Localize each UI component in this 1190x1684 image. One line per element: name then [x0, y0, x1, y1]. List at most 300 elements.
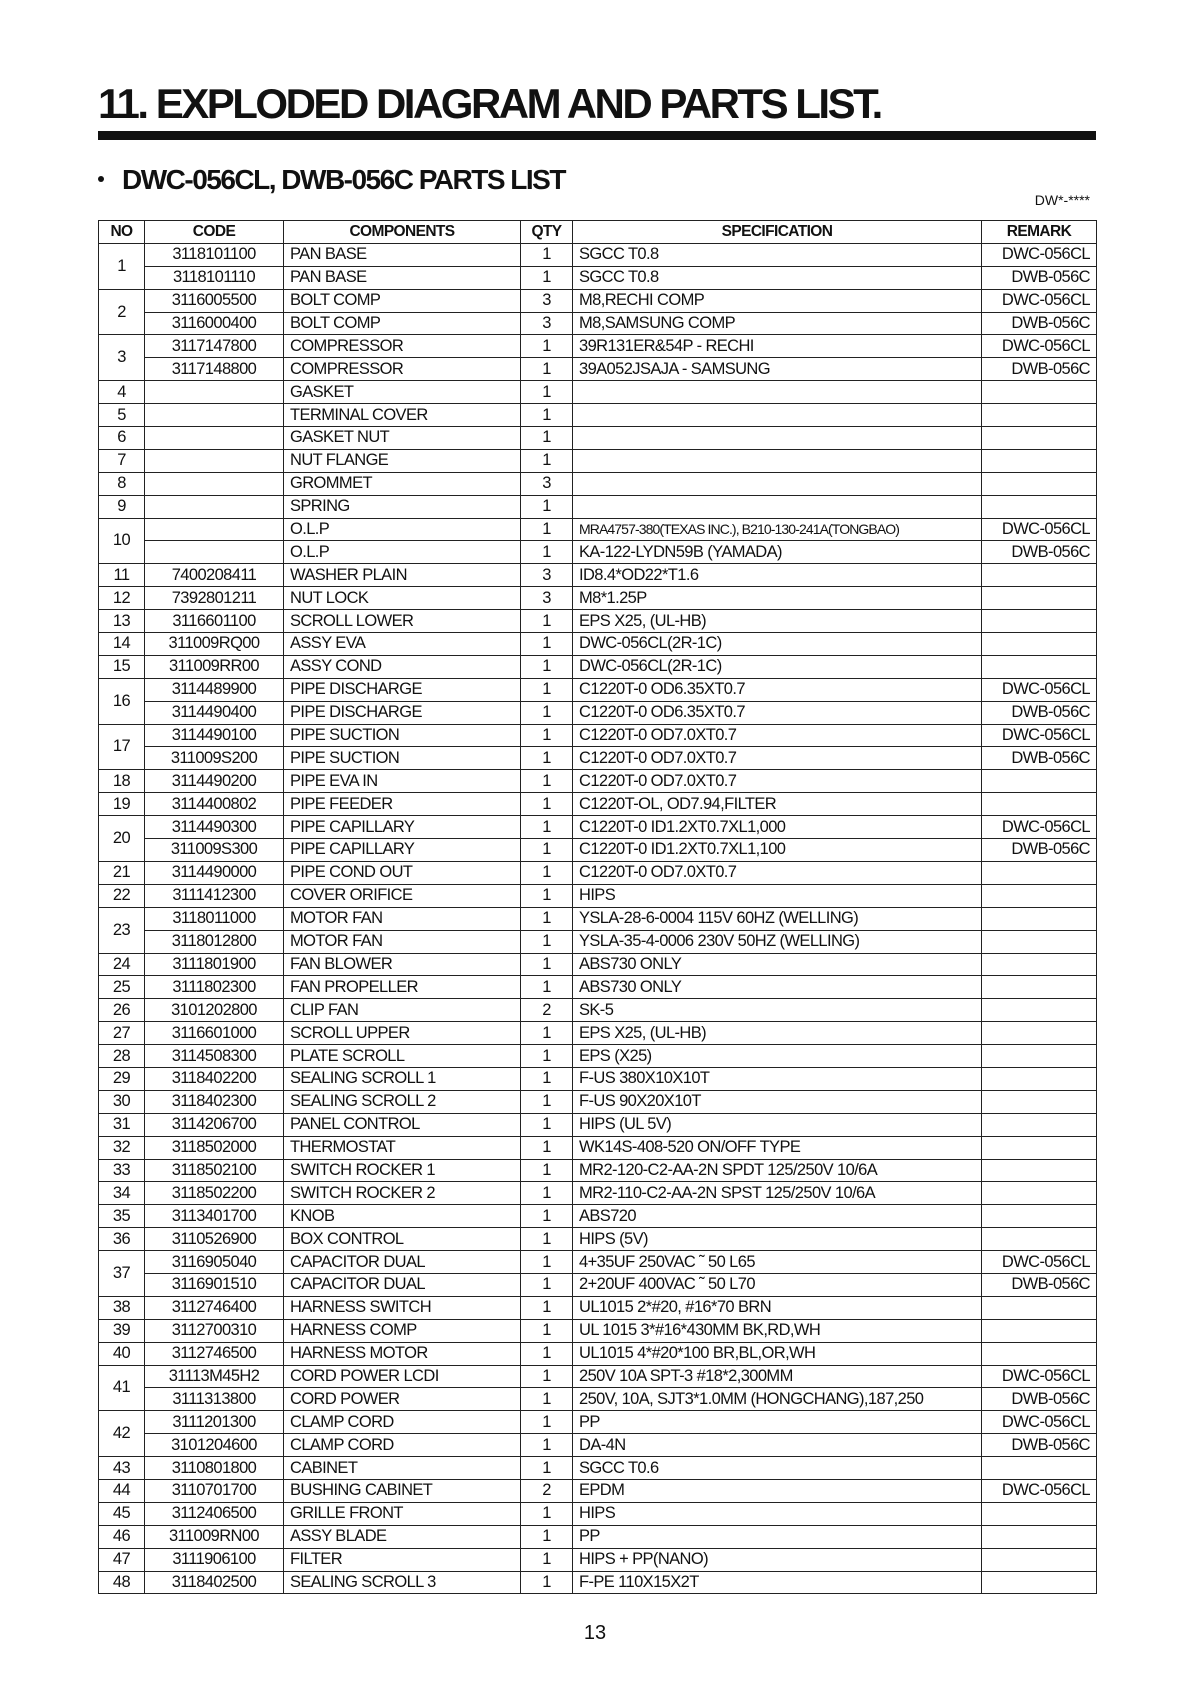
table-row — [99, 1205, 1097, 1228]
component-cell: KNOB — [284, 1205, 521, 1228]
component-cell: SPRING — [284, 495, 521, 518]
parts-table-body — [99, 243, 1097, 1594]
remark-cell — [982, 564, 1097, 587]
component-cell: SCROLL LOWER — [284, 610, 521, 633]
qty-cell: 3 — [521, 312, 573, 335]
no-cell: 22 — [99, 884, 145, 907]
qty-cell: 1 — [521, 930, 573, 953]
header-remark: REMARK — [982, 221, 1097, 244]
table-row — [99, 1502, 1097, 1525]
qty-cell: 1 — [521, 1457, 573, 1480]
section-title-text: DWC-056CL, DWB-056C PARTS LIST — [122, 164, 565, 195]
no-cell: 3 — [99, 335, 145, 381]
no-cell: 24 — [99, 953, 145, 976]
qty-cell: 1 — [521, 266, 573, 289]
remark-cell: DWC-056CL — [982, 678, 1097, 701]
qty-cell: 1 — [521, 610, 573, 633]
remark-cell — [982, 1228, 1097, 1251]
remark-cell: DWB-056C — [982, 747, 1097, 770]
table-row — [99, 1045, 1097, 1068]
component-cell: MOTOR FAN — [284, 930, 521, 953]
qty-cell: 2 — [521, 1479, 573, 1502]
code-cell: 3112700310 — [145, 1319, 284, 1342]
component-cell: COMPRESSOR — [284, 335, 521, 358]
specification-cell: HIPS + PP(NANO) — [573, 1548, 982, 1571]
table-row — [99, 701, 1097, 724]
specification-cell: WK14S-408-520 ON/OFF TYPE — [573, 1136, 982, 1159]
code-cell: 3118011000 — [145, 907, 284, 930]
qty-cell: 1 — [521, 1525, 573, 1548]
specification-cell: MR2-110-C2-AA-2N SPST 125/250V 10/6A — [573, 1182, 982, 1205]
qty-cell: 1 — [521, 381, 573, 404]
remark-cell — [982, 1045, 1097, 1068]
table-row — [99, 289, 1097, 312]
remark-cell — [982, 1296, 1097, 1319]
no-cell: 43 — [99, 1457, 145, 1480]
qty-cell: 1 — [521, 1319, 573, 1342]
remark-cell — [982, 1205, 1097, 1228]
no-cell: 14 — [99, 633, 145, 656]
qty-cell: 1 — [521, 1045, 573, 1068]
code-cell: 311009S200 — [145, 747, 284, 770]
table-row — [99, 472, 1097, 495]
specification-cell: F-US 90X20X10T — [573, 1090, 982, 1113]
qty-cell: 1 — [521, 1434, 573, 1457]
bullet-icon — [98, 176, 104, 182]
component-cell: GASKET — [284, 381, 521, 404]
code-cell: 3114490000 — [145, 861, 284, 884]
code-cell: 3110701700 — [145, 1479, 284, 1502]
remark-cell: DWB-056C — [982, 312, 1097, 335]
component-cell: NUT FLANGE — [284, 449, 521, 472]
component-cell: SCROLL UPPER — [284, 1022, 521, 1045]
table-row — [99, 633, 1097, 656]
no-cell: 21 — [99, 861, 145, 884]
table-row — [99, 541, 1097, 564]
specification-cell — [573, 495, 982, 518]
specification-cell: SGCC T0.8 — [573, 243, 982, 266]
remark-cell — [982, 1090, 1097, 1113]
component-cell: SWITCH ROCKER 2 — [284, 1182, 521, 1205]
remark-cell: DWC-056CL — [982, 816, 1097, 839]
qty-cell: 1 — [521, 953, 573, 976]
code-cell: 3112746500 — [145, 1342, 284, 1365]
qty-cell: 1 — [521, 1205, 573, 1228]
code-cell: 3116000400 — [145, 312, 284, 335]
table-row — [99, 976, 1097, 999]
component-cell: CLAMP CORD — [284, 1411, 521, 1434]
remark-cell — [982, 449, 1097, 472]
specification-cell: C1220T-0 OD6.35XT0.7 — [573, 678, 982, 701]
no-cell: 36 — [99, 1228, 145, 1251]
specification-cell: DA-4N — [573, 1434, 982, 1457]
no-cell: 42 — [99, 1411, 145, 1457]
code-cell: 3114489900 — [145, 678, 284, 701]
component-cell: PIPE CAPILLARY — [284, 839, 521, 862]
qty-cell: 1 — [521, 1571, 573, 1594]
no-cell: 1 — [99, 243, 145, 289]
code-cell: 3111802300 — [145, 976, 284, 999]
specification-cell: C1220T-0 ID1.2XT0.7XL1,000 — [573, 816, 982, 839]
table-row — [99, 1228, 1097, 1251]
qty-cell: 1 — [521, 1548, 573, 1571]
remark-cell — [982, 1525, 1097, 1548]
specification-cell: ID8.4*OD22*T1.6 — [573, 564, 982, 587]
code-cell: 3118402500 — [145, 1571, 284, 1594]
remark-cell — [982, 1457, 1097, 1480]
table-row — [99, 266, 1097, 289]
table-row — [99, 861, 1097, 884]
qty-cell: 1 — [521, 335, 573, 358]
specification-cell: HIPS — [573, 1502, 982, 1525]
specification-cell: EPDM — [573, 1479, 982, 1502]
qty-cell: 1 — [521, 1136, 573, 1159]
no-cell: 25 — [99, 976, 145, 999]
table-row — [99, 930, 1097, 953]
remark-cell: DWC-056CL — [982, 1479, 1097, 1502]
remark-cell — [982, 1022, 1097, 1045]
qty-cell: 1 — [521, 541, 573, 564]
specification-cell: C1220T-0 OD6.35XT0.7 — [573, 701, 982, 724]
table-row — [99, 1525, 1097, 1548]
component-cell: ASSY BLADE — [284, 1525, 521, 1548]
table-row — [99, 1479, 1097, 1502]
component-cell: PAN BASE — [284, 266, 521, 289]
remark-cell — [982, 472, 1097, 495]
code-cell: 3114206700 — [145, 1113, 284, 1136]
qty-cell: 1 — [521, 678, 573, 701]
component-cell: GRILLE FRONT — [284, 1502, 521, 1525]
component-cell: HARNESS SWITCH — [284, 1296, 521, 1319]
component-cell: HARNESS COMP — [284, 1319, 521, 1342]
qty-cell: 1 — [521, 747, 573, 770]
no-cell: 41 — [99, 1365, 145, 1411]
code-cell: 3118402300 — [145, 1090, 284, 1113]
code-cell: 3118502200 — [145, 1182, 284, 1205]
component-cell: GASKET NUT — [284, 427, 521, 450]
component-cell: ASSY EVA — [284, 633, 521, 656]
qty-cell: 1 — [521, 907, 573, 930]
specification-cell: C1220T-OL, OD7.94,FILTER — [573, 793, 982, 816]
component-cell: PLATE SCROLL — [284, 1045, 521, 1068]
no-cell: 8 — [99, 472, 145, 495]
qty-cell: 1 — [521, 1228, 573, 1251]
component-cell: FAN BLOWER — [284, 953, 521, 976]
table-row — [99, 427, 1097, 450]
qty-cell: 1 — [521, 1365, 573, 1388]
qty-cell: 1 — [521, 1159, 573, 1182]
component-cell: BOX CONTROL — [284, 1228, 521, 1251]
no-cell: 47 — [99, 1548, 145, 1571]
remark-cell — [982, 770, 1097, 793]
code-cell: 311009S300 — [145, 839, 284, 862]
no-cell: 37 — [99, 1251, 145, 1297]
qty-cell: 1 — [521, 243, 573, 266]
component-cell: FILTER — [284, 1548, 521, 1571]
component-cell: PIPE CAPILLARY — [284, 816, 521, 839]
qty-cell: 1 — [521, 861, 573, 884]
no-cell: 31 — [99, 1113, 145, 1136]
header-components: COMPONENTS — [284, 221, 521, 244]
qty-cell: 1 — [521, 724, 573, 747]
table-row — [99, 1067, 1097, 1090]
code-cell — [145, 449, 284, 472]
code-cell: 3116601000 — [145, 1022, 284, 1045]
code-cell: 3111801900 — [145, 953, 284, 976]
qty-cell: 1 — [521, 1342, 573, 1365]
specification-cell — [573, 381, 982, 404]
component-cell: CORD POWER LCDI — [284, 1365, 521, 1388]
no-cell: 35 — [99, 1205, 145, 1228]
table-row — [99, 793, 1097, 816]
page-number: 13 — [583, 1622, 607, 1644]
table-row — [99, 312, 1097, 335]
specification-cell: M8*1.25P — [573, 587, 982, 610]
specification-cell: M8,SAMSUNG COMP — [573, 312, 982, 335]
code-cell: 3116005500 — [145, 289, 284, 312]
component-cell: O.L.P — [284, 541, 521, 564]
remark-cell — [982, 587, 1097, 610]
qty-cell: 1 — [521, 1022, 573, 1045]
code-cell: 3111313800 — [145, 1388, 284, 1411]
table-row — [99, 381, 1097, 404]
code-cell: 3114508300 — [145, 1045, 284, 1068]
qty-cell: 2 — [521, 999, 573, 1022]
header-code: CODE — [145, 221, 284, 244]
specification-cell: SGCC T0.6 — [573, 1457, 982, 1480]
no-cell: 12 — [99, 587, 145, 610]
qty-cell: 1 — [521, 1113, 573, 1136]
remark-cell — [982, 1548, 1097, 1571]
component-cell: COMPRESSOR — [284, 358, 521, 381]
table-row — [99, 884, 1097, 907]
remark-cell — [982, 884, 1097, 907]
qty-cell: 1 — [521, 495, 573, 518]
qty-cell: 1 — [521, 1411, 573, 1434]
remark-cell — [982, 907, 1097, 930]
qty-cell: 1 — [521, 427, 573, 450]
no-cell: 2 — [99, 289, 145, 335]
no-cell: 46 — [99, 1525, 145, 1548]
no-cell: 27 — [99, 1022, 145, 1045]
remark-cell — [982, 953, 1097, 976]
component-cell: BUSHING CABINET — [284, 1479, 521, 1502]
page-title: 11. EXPLODED DIAGRAM AND PARTS LIST. — [98, 80, 881, 127]
specification-cell: PP — [573, 1525, 982, 1548]
code-cell: 3118012800 — [145, 930, 284, 953]
remark-cell — [982, 1342, 1097, 1365]
qty-cell: 1 — [521, 1182, 573, 1205]
qty-cell: 1 — [521, 518, 573, 541]
remark-cell: DWB-056C — [982, 1273, 1097, 1296]
qty-cell: 1 — [521, 1388, 573, 1411]
code-cell: 3114400802 — [145, 793, 284, 816]
specification-cell — [573, 449, 982, 472]
remark-cell: DWC-056CL — [982, 724, 1097, 747]
component-cell: SEALING SCROLL 2 — [284, 1090, 521, 1113]
remark-cell — [982, 1159, 1097, 1182]
remark-cell: DWB-056C — [982, 839, 1097, 862]
specification-cell: HIPS (UL 5V) — [573, 1113, 982, 1136]
table-row — [99, 655, 1097, 678]
qty-cell: 3 — [521, 289, 573, 312]
component-cell: FAN PROPELLER — [284, 976, 521, 999]
code-cell: 3116905040 — [145, 1251, 284, 1274]
specification-cell — [573, 427, 982, 450]
specification-cell: C1220T-0 OD7.0XT0.7 — [573, 747, 982, 770]
no-cell: 28 — [99, 1045, 145, 1068]
code-cell: 3117148800 — [145, 358, 284, 381]
table-row — [99, 999, 1097, 1022]
no-cell: 17 — [99, 724, 145, 770]
qty-cell: 1 — [521, 976, 573, 999]
no-cell: 16 — [99, 678, 145, 724]
remark-cell: DWB-056C — [982, 1434, 1097, 1457]
code-cell: 3101204600 — [145, 1434, 284, 1457]
component-cell: WASHER PLAIN — [284, 564, 521, 587]
table-row — [99, 1022, 1097, 1045]
table-row — [99, 243, 1097, 266]
remark-cell — [982, 610, 1097, 633]
specification-cell: UL1015 4*#20*100 BR,BL,OR,WH — [573, 1342, 982, 1365]
qty-cell: 1 — [521, 701, 573, 724]
specification-cell: 39R131ER&54P - RECHI — [573, 335, 982, 358]
table-row — [99, 1273, 1097, 1296]
specification-cell: EPS X25, (UL-HB) — [573, 610, 982, 633]
component-cell: THERMOSTAT — [284, 1136, 521, 1159]
component-cell: ASSY COND — [284, 655, 521, 678]
code-cell: 3110526900 — [145, 1228, 284, 1251]
qty-cell: 3 — [521, 587, 573, 610]
no-cell: 38 — [99, 1296, 145, 1319]
specification-cell: SGCC T0.8 — [573, 266, 982, 289]
table-row — [99, 907, 1097, 930]
no-cell: 32 — [99, 1136, 145, 1159]
specification-cell: C1220T-0 ID1.2XT0.7XL1,100 — [573, 839, 982, 862]
qty-cell: 3 — [521, 472, 573, 495]
component-cell: SEALING SCROLL 3 — [284, 1571, 521, 1594]
table-row — [99, 1342, 1097, 1365]
no-cell: 7 — [99, 449, 145, 472]
specification-cell: EPS X25, (UL-HB) — [573, 1022, 982, 1045]
no-cell: 39 — [99, 1319, 145, 1342]
table-row — [99, 1113, 1097, 1136]
no-cell: 34 — [99, 1182, 145, 1205]
qty-cell: 1 — [521, 770, 573, 793]
component-cell: PIPE DISCHARGE — [284, 678, 521, 701]
no-cell: 40 — [99, 1342, 145, 1365]
remark-cell: DWC-056CL — [982, 243, 1097, 266]
no-cell: 9 — [99, 495, 145, 518]
specification-cell: HIPS (5V) — [573, 1228, 982, 1251]
no-cell: 10 — [99, 518, 145, 564]
no-cell: 4 — [99, 381, 145, 404]
no-cell: 5 — [99, 404, 145, 427]
table-row — [99, 1251, 1097, 1274]
specification-cell: HIPS — [573, 884, 982, 907]
table-row — [99, 610, 1097, 633]
table-row — [99, 747, 1097, 770]
specification-cell: ABS730 ONLY — [573, 976, 982, 999]
no-cell: 44 — [99, 1479, 145, 1502]
qty-cell: 1 — [521, 358, 573, 381]
table-row — [99, 495, 1097, 518]
qty-cell: 1 — [521, 1090, 573, 1113]
code-cell — [145, 427, 284, 450]
no-cell: 11 — [99, 564, 145, 587]
table-row — [99, 816, 1097, 839]
code-cell: 7400208411 — [145, 564, 284, 587]
code-cell — [145, 518, 284, 541]
code-cell: 3118502000 — [145, 1136, 284, 1159]
specification-cell: M8,RECHI COMP — [573, 289, 982, 312]
remark-cell — [982, 655, 1097, 678]
table-row — [99, 449, 1097, 472]
table-row — [99, 1365, 1097, 1388]
code-cell — [145, 404, 284, 427]
qty-cell: 1 — [521, 884, 573, 907]
specification-cell: C1220T-0 OD7.0XT0.7 — [573, 861, 982, 884]
header-qty: QTY — [521, 221, 573, 244]
table-row — [99, 1090, 1097, 1113]
code-cell — [145, 541, 284, 564]
code-cell: 7392801211 — [145, 587, 284, 610]
no-cell: 45 — [99, 1502, 145, 1525]
table-row — [99, 1548, 1097, 1571]
title-rule — [98, 131, 1096, 140]
remark-cell: DWC-056CL — [982, 1365, 1097, 1388]
code-cell: 3111201300 — [145, 1411, 284, 1434]
specification-cell: UL 1015 3*#16*430MM BK,RD,WH — [573, 1319, 982, 1342]
code-cell: 3117147800 — [145, 335, 284, 358]
table-row — [99, 678, 1097, 701]
code-cell: 31113M45H2 — [145, 1365, 284, 1388]
specification-cell: UL1015 2*#20, #16*70 BRN — [573, 1296, 982, 1319]
code-cell: 3118502100 — [145, 1159, 284, 1182]
no-cell: 15 — [99, 655, 145, 678]
table-row — [99, 564, 1097, 587]
component-cell: O.L.P — [284, 518, 521, 541]
component-cell: PIPE DISCHARGE — [284, 701, 521, 724]
table-row — [99, 404, 1097, 427]
remark-cell: DWC-056CL — [982, 1411, 1097, 1434]
no-cell: 13 — [99, 610, 145, 633]
specification-cell: F-US 380X10X10T — [573, 1067, 982, 1090]
remark-cell — [982, 1502, 1097, 1525]
specification-cell: YSLA-28-6-0004 115V 60HZ (WELLING) — [573, 907, 982, 930]
table-row — [99, 1136, 1097, 1159]
remark-cell — [982, 381, 1097, 404]
code-cell: 3114490200 — [145, 770, 284, 793]
table-row — [99, 1434, 1097, 1457]
table-row — [99, 1182, 1097, 1205]
remark-cell — [982, 404, 1097, 427]
code-cell: 3101202800 — [145, 999, 284, 1022]
header-specification: SPECIFICATION — [573, 221, 982, 244]
component-cell: CAPACITOR DUAL — [284, 1251, 521, 1274]
code-cell: 3113401700 — [145, 1205, 284, 1228]
qty-cell: 3 — [521, 564, 573, 587]
component-cell: PIPE COND OUT — [284, 861, 521, 884]
component-cell: PAN BASE — [284, 243, 521, 266]
remark-cell — [982, 999, 1097, 1022]
qty-cell: 1 — [521, 1296, 573, 1319]
component-cell: CABINET — [284, 1457, 521, 1480]
component-cell: SEALING SCROLL 1 — [284, 1067, 521, 1090]
remark-cell: DWB-056C — [982, 1388, 1097, 1411]
component-cell: COVER ORIFICE — [284, 884, 521, 907]
table-row — [99, 1319, 1097, 1342]
